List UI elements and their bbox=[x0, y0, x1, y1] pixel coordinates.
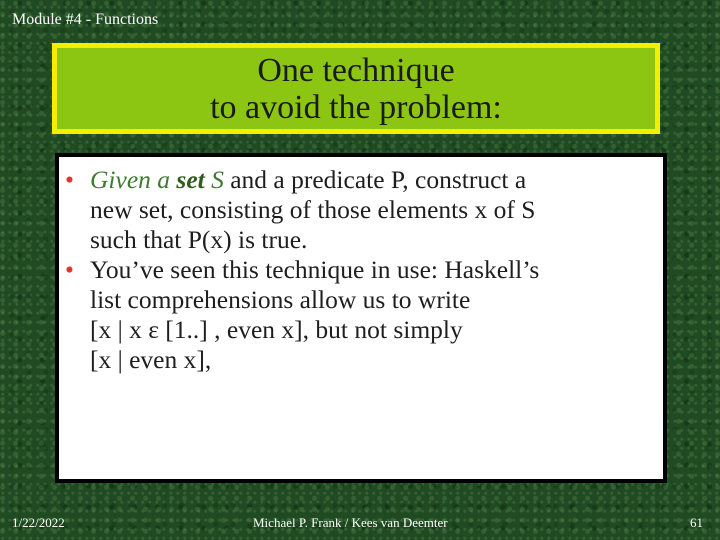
s-text: S bbox=[204, 165, 224, 194]
slide-title-box bbox=[52, 43, 660, 134]
bullet-icon: • bbox=[65, 165, 74, 194]
footer-date: 1/22/2022 bbox=[12, 515, 65, 530]
footer-author: Michael P. Frank / Kees van Deemter bbox=[253, 515, 448, 530]
bullet-1-line-2: new set, consisting of those elements x of S bbox=[90, 195, 536, 224]
content-box bbox=[55, 153, 667, 483]
title-line-1: One technique bbox=[257, 51, 455, 89]
bullet-2-line-1: You’ve seen this technique in use: Haskell’s bbox=[90, 255, 540, 284]
slide-header: Module #4 - Functions bbox=[12, 11, 159, 28]
bullet-item-2 bbox=[59, 255, 663, 375]
bullet-icon: • bbox=[65, 255, 74, 284]
bullet-2-line-4: [x | even x], bbox=[90, 345, 212, 374]
set-word: set bbox=[176, 165, 205, 194]
bullet-item-1 bbox=[59, 165, 663, 255]
bullet-2-line-3: [x | x ε [1..] , even x], but not simply bbox=[90, 315, 463, 344]
bullet-2-line-2: list comprehensions allow us to write bbox=[90, 285, 471, 314]
given-text: Given a bbox=[90, 165, 177, 194]
title-line-2: to avoid the problem: bbox=[210, 88, 502, 126]
bullet-1-rest: and a predicate P, construct a bbox=[223, 165, 527, 194]
bullet-list bbox=[59, 165, 663, 375]
bullet-1-line-1 bbox=[90, 165, 655, 195]
bullet-1-line-3: such that P(x) is true. bbox=[90, 225, 308, 254]
page-number: 61 bbox=[690, 515, 703, 530]
